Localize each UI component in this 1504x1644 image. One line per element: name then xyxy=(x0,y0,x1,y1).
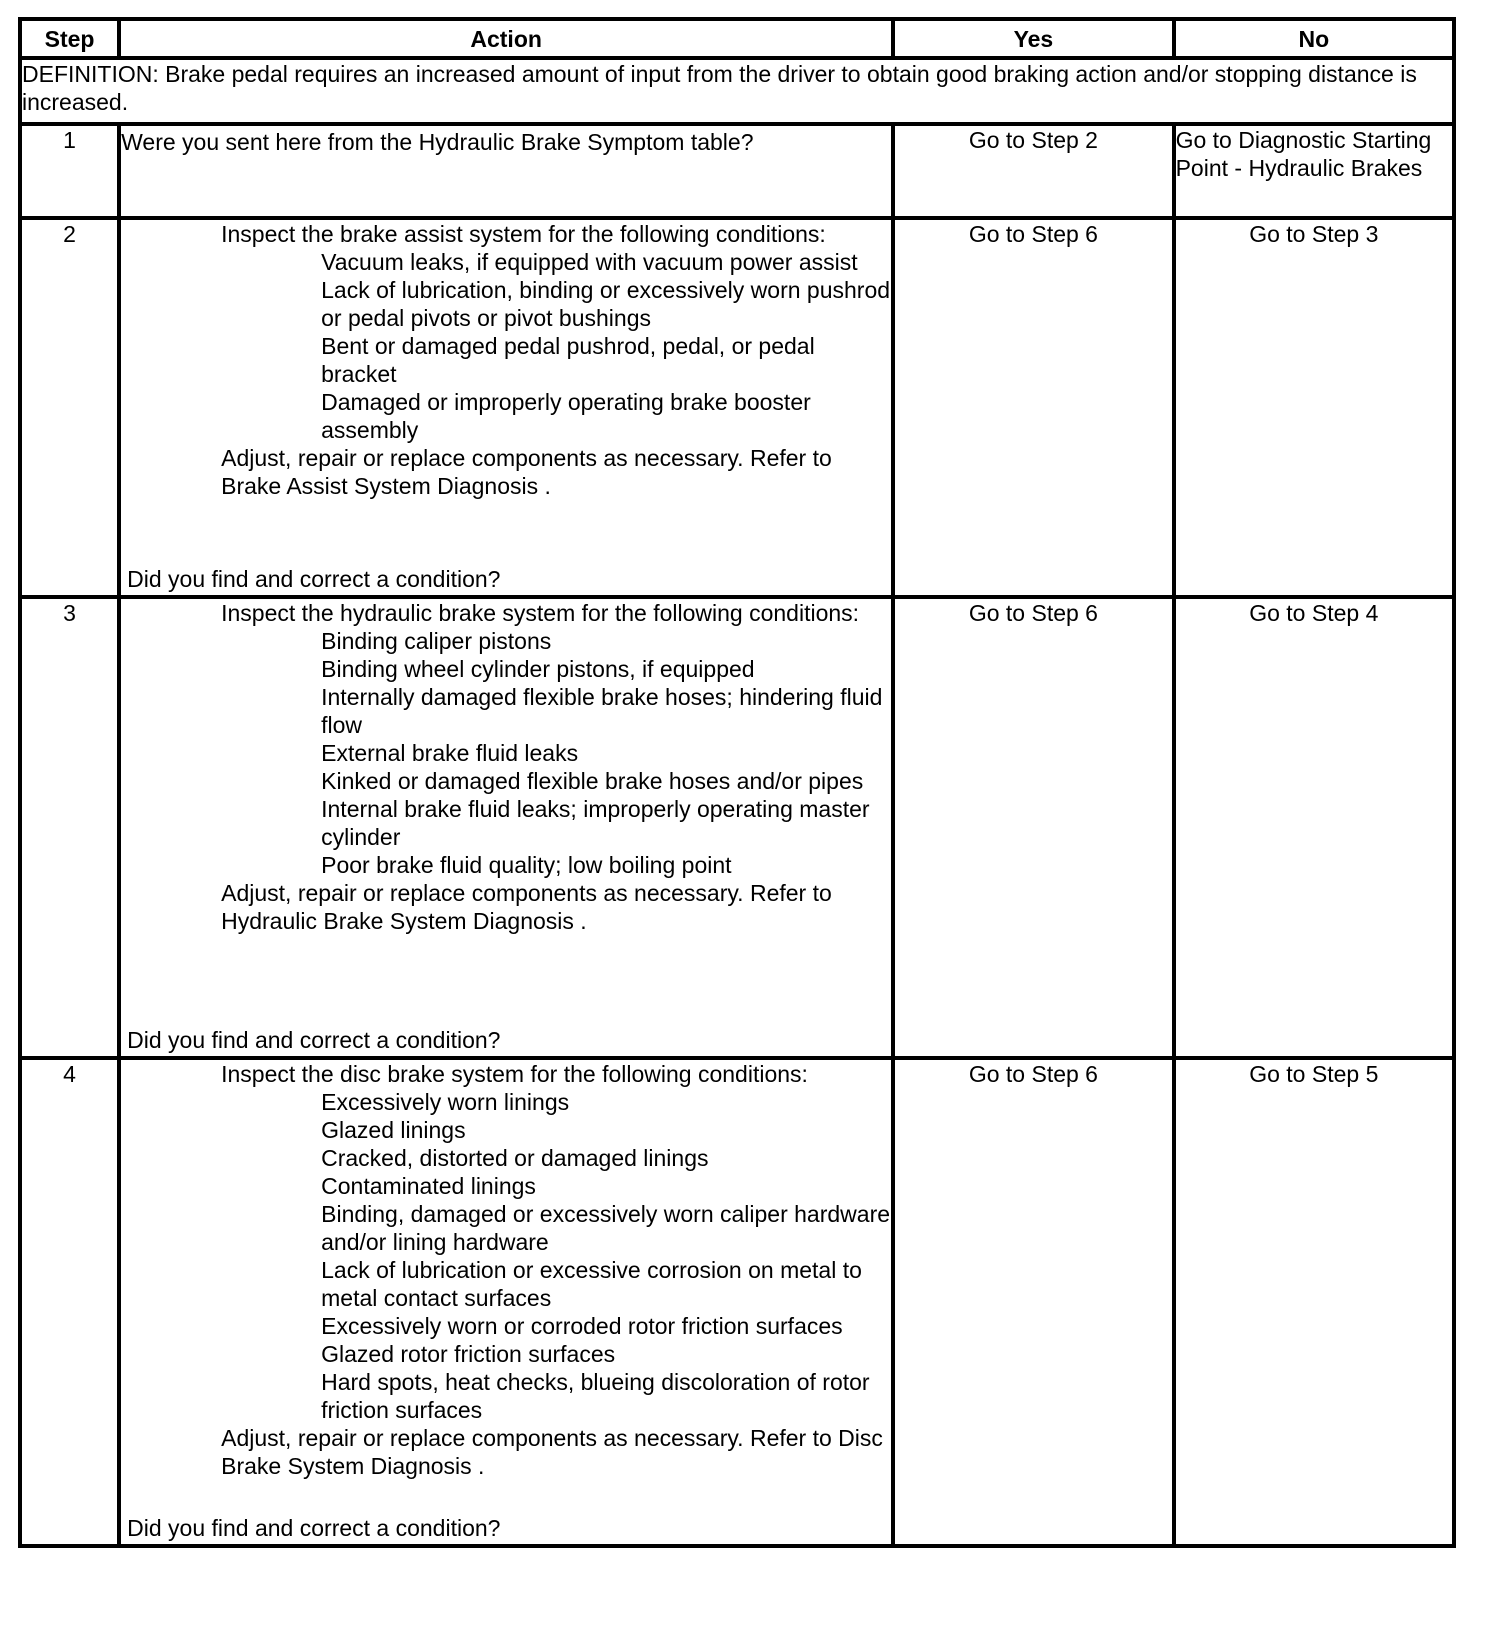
condition-item: Binding wheel cylinder pistons, if equipped xyxy=(321,656,755,682)
header-yes: Yes xyxy=(893,19,1173,58)
no-result: Go to Step 5 xyxy=(1174,1058,1454,1546)
condition-item: Internally damaged flexible brake hoses; hindering fluid flow xyxy=(321,684,883,738)
condition-item: Cracked, distorted or damaged linings xyxy=(321,1145,709,1171)
definition-row xyxy=(20,58,1454,124)
condition-item: Binding caliper pistons xyxy=(321,628,552,654)
header-step: Step xyxy=(20,19,119,58)
step-number: 3 xyxy=(20,597,119,1058)
action-intro: Inspect the disc brake system for the following conditions: xyxy=(221,1061,808,1087)
step-number: 1 xyxy=(20,124,119,218)
condition-item: Glazed rotor friction surfaces xyxy=(321,1341,616,1367)
action-cell xyxy=(119,1058,893,1546)
condition-item: Excessively worn linings xyxy=(321,1089,570,1115)
no-result: Go to Step 3 xyxy=(1174,218,1454,597)
action-outro: Adjust, repair or replace components as necessary. Refer to Brake Assist System Diagnosis . xyxy=(221,445,832,499)
definition-text: DEFINITION: Brake pedal requires an increased amount of input from the driver to obtain good braking action and/or stopping distance is increased. xyxy=(20,58,1454,124)
condition-item: Lack of lubrication or excessive corrosion on metal to metal contact surfaces xyxy=(321,1257,862,1311)
action-intro: Inspect the hydraulic brake system for the following conditions: xyxy=(221,600,860,626)
yes-result: Go to Step 6 xyxy=(893,218,1173,597)
table-row xyxy=(20,597,1454,1058)
action-cell xyxy=(119,218,893,597)
step-number: 4 xyxy=(20,1058,119,1546)
yes-result: Go to Step 6 xyxy=(893,597,1173,1058)
condition-item: Hard spots, heat checks, blueing discoloration of rotor friction surfaces xyxy=(321,1369,870,1423)
condition-item: Poor brake fluid quality; low boiling point xyxy=(321,852,732,878)
condition-item: Contaminated linings xyxy=(321,1173,536,1199)
condition-item: Bent or damaged pedal pushrod, pedal, or pedal bracket xyxy=(321,333,815,387)
condition-item: Glazed linings xyxy=(321,1117,466,1143)
condition-item: Damaged or improperly operating brake booster assembly xyxy=(321,389,811,443)
header-row xyxy=(20,19,1454,58)
step-question: Were you sent here from the Hydraulic Brake Symptom table? xyxy=(121,129,754,155)
step-question: Did you find and correct a condition? xyxy=(127,1515,501,1541)
header-action: Action xyxy=(119,19,893,58)
no-result: Go to Diagnostic Starting Point - Hydraulic Brakes xyxy=(1174,124,1454,218)
step-number: 2 xyxy=(20,218,119,597)
condition-item: Excessively worn or corroded rotor friction surfaces xyxy=(321,1313,843,1339)
condition-item: Vacuum leaks, if equipped with vacuum power assist xyxy=(321,249,858,275)
action-cell xyxy=(119,124,893,218)
diagnostic-table xyxy=(18,17,1456,1548)
action-outro: Adjust, repair or replace components as necessary. Refer to Hydraulic Brake System Diagnosis . xyxy=(221,880,832,934)
table-row xyxy=(20,218,1454,597)
header-no: No xyxy=(1174,19,1454,58)
table-row xyxy=(20,1058,1454,1546)
step-question: Did you find and correct a condition? xyxy=(127,1027,501,1053)
yes-result: Go to Step 2 xyxy=(893,124,1173,218)
table-row xyxy=(20,124,1454,218)
condition-item: Binding, damaged or excessively worn caliper hardware and/or lining hardware xyxy=(321,1201,891,1255)
condition-item: External brake fluid leaks xyxy=(321,740,579,766)
action-outro: Adjust, repair or replace components as necessary. Refer to Disc Brake System Diagnosis . xyxy=(221,1425,883,1479)
step-question: Did you find and correct a condition? xyxy=(127,566,501,592)
action-cell xyxy=(119,597,893,1058)
action-intro: Inspect the brake assist system for the following conditions: xyxy=(221,221,826,247)
condition-item: Kinked or damaged flexible brake hoses and/or pipes xyxy=(321,768,864,794)
condition-item: Internal brake fluid leaks; improperly operating master cylinder xyxy=(321,796,870,850)
yes-result: Go to Step 6 xyxy=(893,1058,1173,1546)
no-result: Go to Step 4 xyxy=(1174,597,1454,1058)
condition-item: Lack of lubrication, binding or excessively worn pushrod or pedal pivots or pivot bushings xyxy=(321,277,891,331)
